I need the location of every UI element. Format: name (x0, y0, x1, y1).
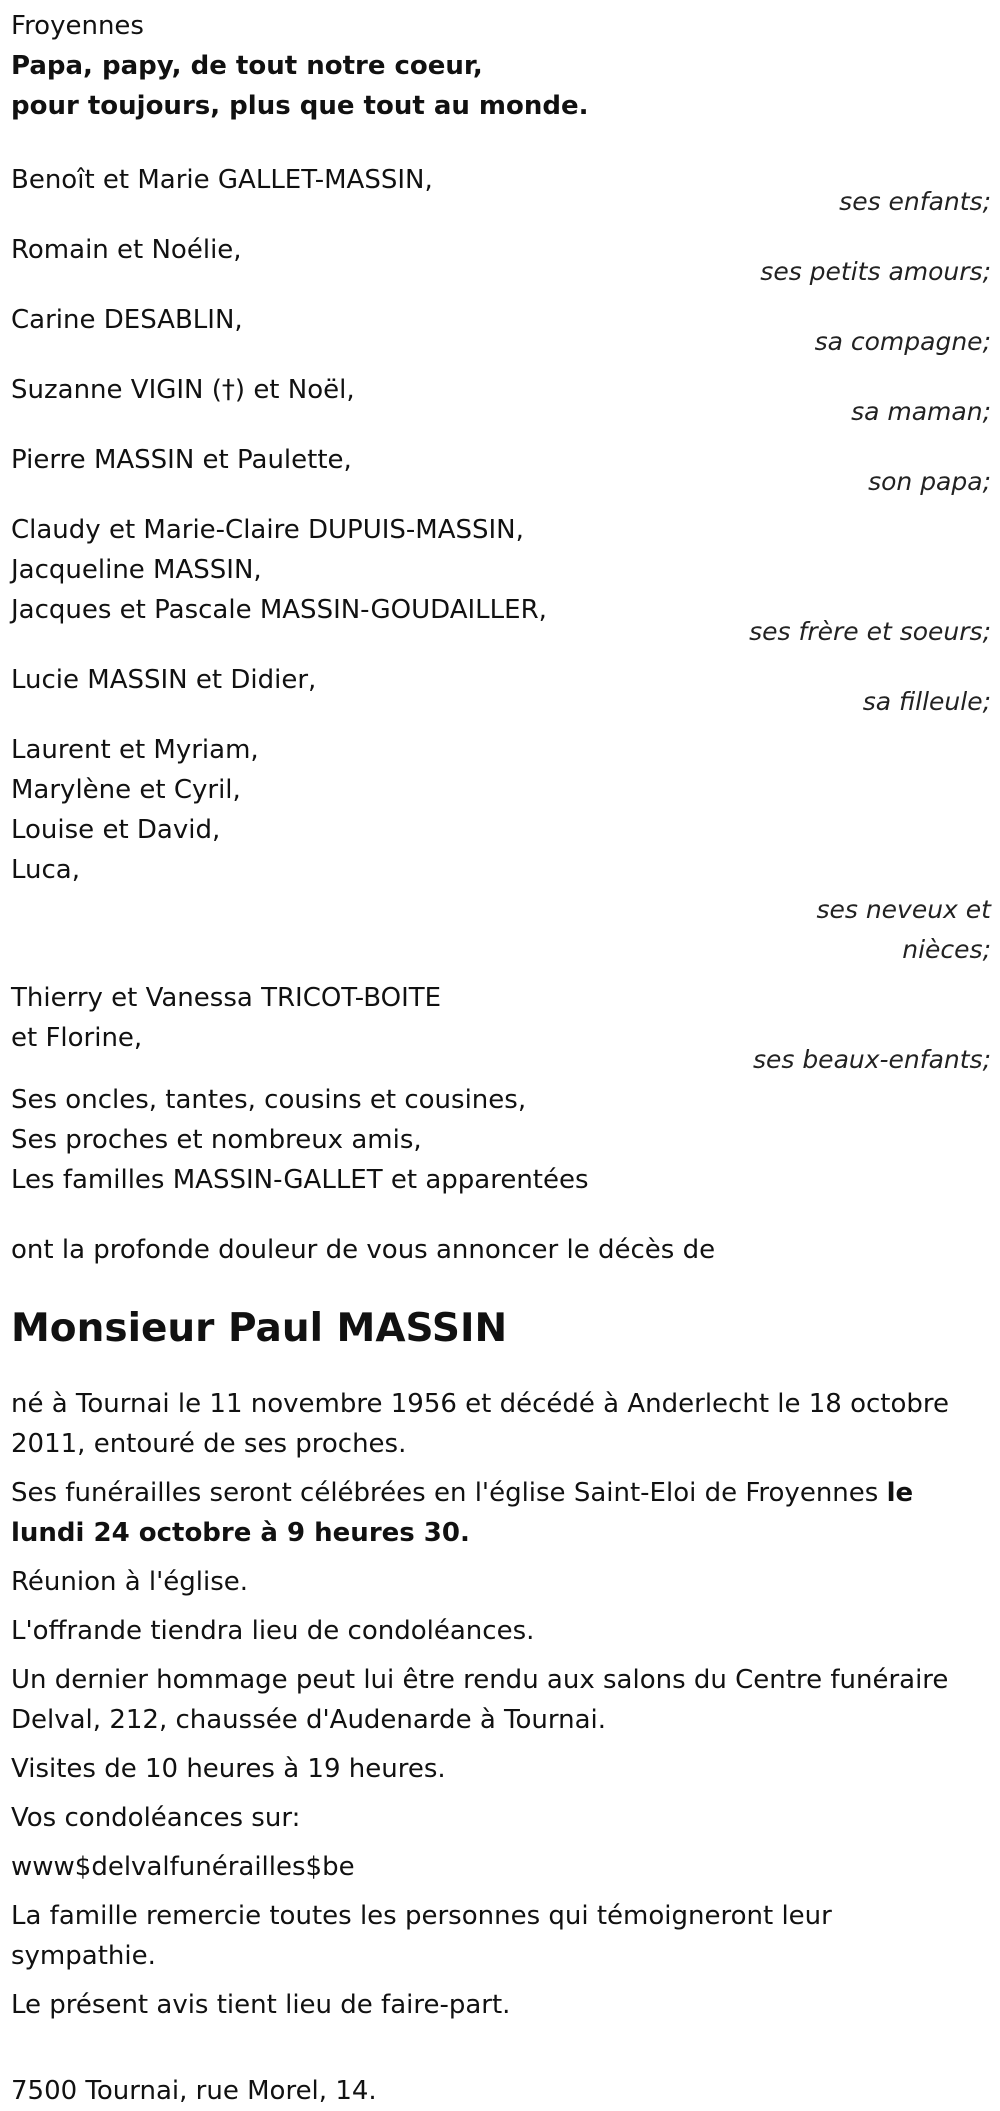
family-group-children (11, 160, 991, 222)
family-group-grandchildren (11, 230, 991, 292)
funeral-date: le lundi 24 octobre à 9 heures 30. (11, 1478, 914, 1548)
relation-label: sa filleule; (862, 687, 991, 716)
family-name: Romain et Noélie, (11, 235, 242, 265)
family-name: Carine DESABLIN, (11, 305, 243, 335)
detail-line: La famille remercie toutes les personnes qui témoigneront leur sympathie. (11, 1901, 832, 1971)
family-group-father (11, 440, 991, 502)
family-name: Benoît et Marie GALLET-MASSIN, (11, 165, 433, 195)
relation-label: ses frère et soeurs; (749, 617, 991, 646)
family-name: Luca, (11, 855, 80, 885)
family-group-stepchildren (11, 978, 991, 1080)
extended-family-line: Ses oncles, tantes, cousins et cousines, (11, 1085, 527, 1115)
relation-label: son papa; (868, 467, 991, 496)
relation-label: sa maman; (851, 397, 991, 426)
family-name: Thierry et Vanessa TRICOT-BOITE (11, 983, 442, 1013)
relation-label: ses petits amours; (760, 257, 991, 286)
family-name: Louise et David, (11, 815, 221, 845)
family-name: et Florine, (11, 1023, 143, 1053)
family-group-partner (11, 300, 991, 362)
family-group-goddaughter (11, 660, 991, 722)
deceased-name: Monsieur Paul MASSIN (11, 1306, 508, 1351)
relation-label: ses neveux et nièces; (816, 895, 991, 964)
relation-label: ses beaux-enfants; (752, 1045, 991, 1074)
extended-family-line: Les familles MASSIN-GALLET et apparentées (11, 1165, 589, 1195)
detail-line: Vos condoléances sur: (11, 1803, 301, 1833)
family-name: Laurent et Myriam, (11, 735, 259, 765)
obituary-notice (11, 6, 991, 2111)
condolence-url: www$delvalfunérailles$be (11, 1852, 355, 1882)
family-group-siblings (11, 510, 991, 652)
family-group-mother (11, 370, 991, 432)
relation-label: ses enfants; (839, 187, 991, 216)
family-name: Jacqueline MASSIN, (11, 555, 262, 585)
address: 7500 Tournai, rue Morel, 14. (11, 2076, 377, 2106)
family-name: Jacques et Pascale MASSIN-GOUDAILLER, (11, 595, 547, 625)
funeral-text: Ses funérailles seront célébrées en l'église Saint-Eloi de Froyennes (11, 1478, 887, 1508)
detail-line: Réunion à l'église. (11, 1567, 249, 1597)
detail-line: Un dernier hommage peut lui être rendu aux salons du Centre funéraire Delval, 212, chaussée d'Audenarde à Tournai. (11, 1665, 949, 1735)
intro-line-2: pour toujours, plus que tout au monde. (11, 91, 589, 121)
detail-line: L'offrande tiendra lieu de condoléances. (11, 1616, 535, 1646)
family-name: Marylène et Cyril, (11, 775, 241, 805)
family-group-nephews-nieces (11, 730, 991, 970)
location: Froyennes (11, 11, 144, 41)
family-name: Suzanne VIGIN (†) et Noël, (11, 375, 355, 405)
detail-line: Visites de 10 heures à 19 heures. (11, 1754, 446, 1784)
extended-family-line: Ses proches et nombreux amis, (11, 1125, 422, 1155)
birth-death-info: né à Tournai le 11 novembre 1956 et décédé à Anderlecht le 18 octobre 2011, entouré de ses proches. (11, 1389, 950, 1459)
intro-line-1: Papa, papy, de tout notre coeur, (11, 51, 483, 81)
family-name: Lucie MASSIN et Didier, (11, 665, 317, 695)
relation-label: sa compagne; (814, 327, 991, 356)
detail-line: Le présent avis tient lieu de faire-part. (11, 1990, 511, 2020)
family-name: Pierre MASSIN et Paulette, (11, 445, 352, 475)
announcement: ont la profonde douleur de vous annoncer le décès de (11, 1235, 716, 1265)
family-name: Claudy et Marie-Claire DUPUIS-MASSIN, (11, 515, 524, 545)
funeral-info (11, 1473, 981, 1553)
